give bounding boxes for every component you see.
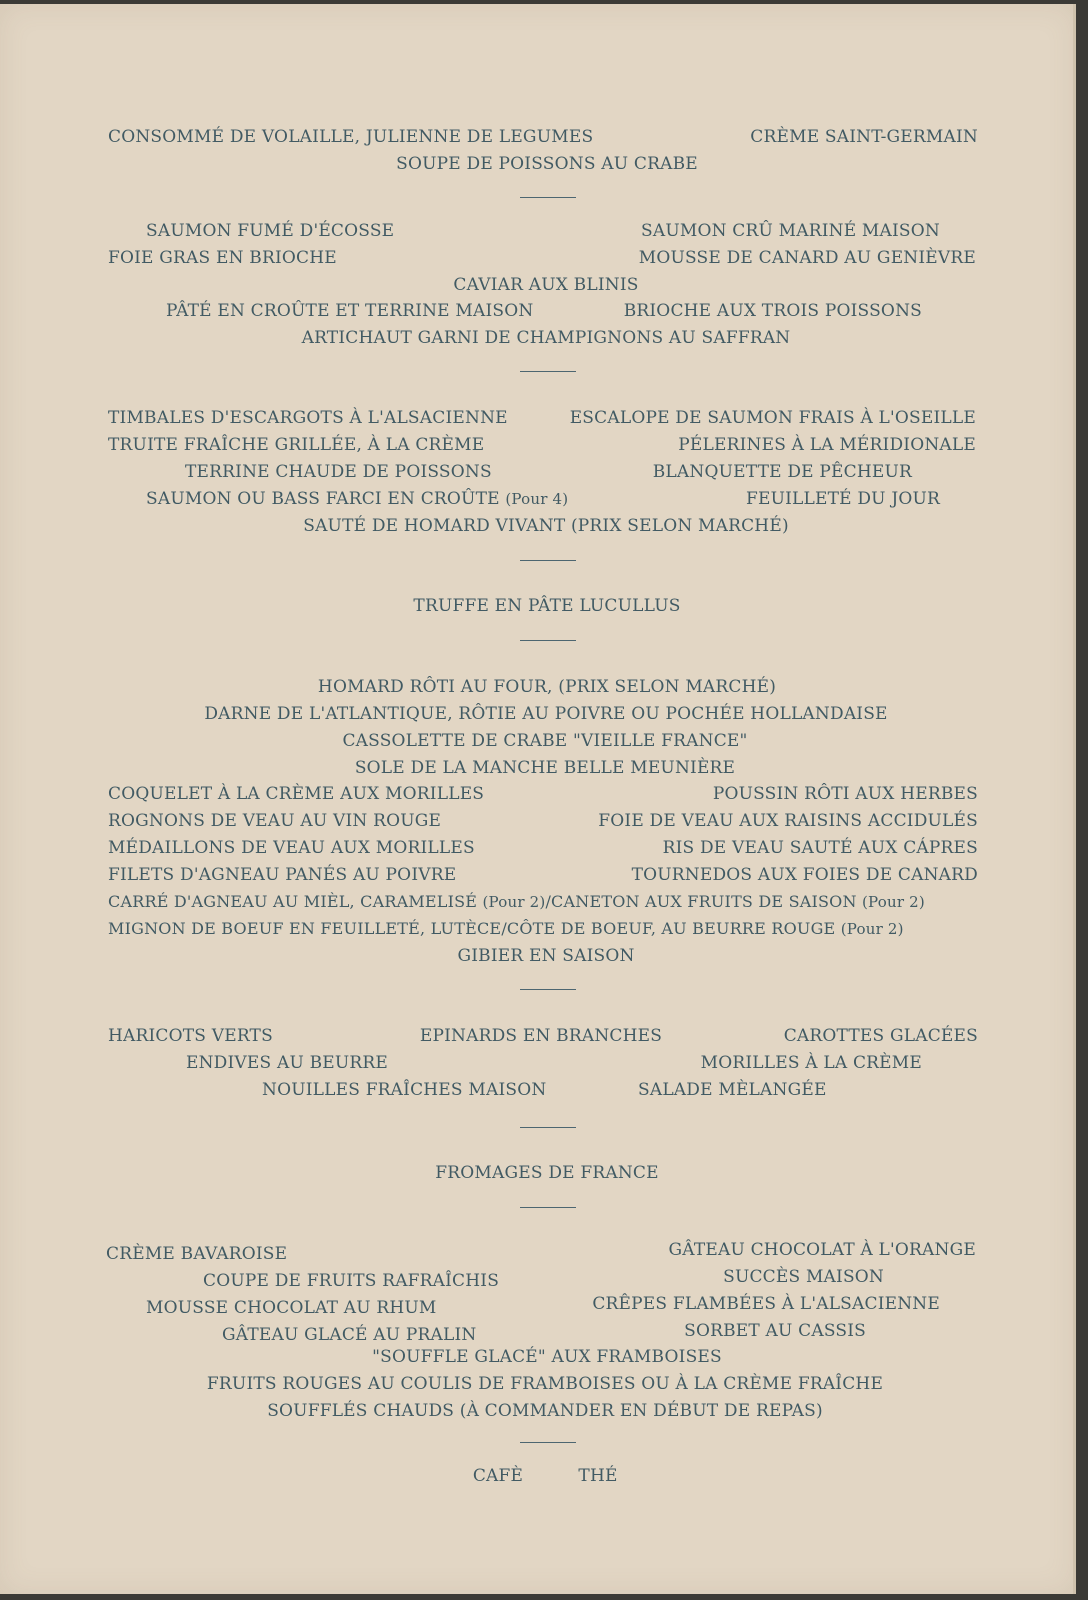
- menu-item: PÉLERINES À LA MÉRIDIONALE: [678, 435, 976, 455]
- menu-page: [0, 4, 1076, 1594]
- menu-item: RIS DE VEAU SAUTÉ AUX CÁPRES: [662, 838, 978, 858]
- menu-item: FILETS D'AGNEAU PANÉS AU POIVRE: [108, 865, 457, 885]
- menu-item: GÂTEAU CHOCOLAT À L'ORANGE: [668, 1240, 976, 1260]
- section-divider: [520, 989, 576, 990]
- menu-item: SOUPE DE POISSONS AU CRABE: [396, 154, 698, 174]
- section-divider: [520, 640, 576, 641]
- menu-item: COQUELET À LA CRÈME AUX MORILLES: [108, 784, 485, 804]
- menu-item: CAROTTES GLACÉES: [783, 1026, 978, 1046]
- menu-item: FRUITS ROUGES AU COULIS DE FRAMBOISES OU À LA CRÈME FRAÎCHE: [206, 1374, 884, 1394]
- menu-item: MORILLES À LA CRÈME: [700, 1053, 922, 1073]
- menu-item: HOMARD RÔTI AU FOUR, (PRIX SELON MARCHÉ): [317, 677, 777, 697]
- menu-item: CAFÈ: [472, 1466, 524, 1486]
- menu-item: NOUILLES FRAÎCHES MAISON: [262, 1080, 547, 1100]
- menu-item: ARTICHAUT GARNI DE CHAMPIGNONS AU SAFFRAN: [301, 328, 791, 348]
- menu-item: SUCCÈS MAISON: [723, 1267, 884, 1287]
- section-divider: [520, 560, 576, 561]
- menu-item: PÂTÉ EN CROÛTE ET TERRINE MAISON: [166, 301, 534, 321]
- menu-item: COUPE DE FRUITS RAFRAÎCHIS: [203, 1271, 500, 1291]
- menu-item: CASSOLETTE DE CRABE "VIEILLE FRANCE": [342, 731, 748, 751]
- menu-item: FOIE DE VEAU AUX RAISINS ACCIDULÉS: [598, 811, 978, 831]
- menu-item: MOUSSE DE CANARD AU GENIÈVRE: [638, 248, 976, 268]
- menu-item: ESCALOPE DE SAUMON FRAIS À L'OSEILLE: [569, 408, 976, 428]
- menu-item: CAVIAR AUX BLINIS: [453, 275, 639, 295]
- serving-note: (Pour 4): [505, 490, 569, 508]
- menu-item: [146, 489, 568, 509]
- menu-item: ROGNONS DE VEAU AU VIN ROUGE: [108, 811, 442, 831]
- menu-item: SAUMON FUMÉ D'ÉCOSSE: [146, 221, 395, 241]
- menu-item: ENDIVES AU BEURRE: [186, 1053, 389, 1073]
- menu-item: BRIOCHE AUX TROIS POISSONS: [623, 301, 922, 321]
- menu-item: SOUFFLÉS CHAUDS (À COMMANDER EN DÉBUT DE REPAS): [267, 1401, 823, 1421]
- menu-item: [108, 919, 904, 939]
- serving-note: (Pour 2): [482, 893, 546, 911]
- menu-item-label: /CANETON AUX FRUITS DE SAISON: [545, 892, 857, 911]
- menu-item: SALADE MÈLANGÉE: [638, 1080, 827, 1100]
- menu-item-label: MIGNON DE BOEUF EN FEUILLETÉ, LUTÈCE/CÔTE DE BOEUF, AU BEURRE ROUGE: [108, 919, 836, 938]
- menu-item: SAUTÉ DE HOMARD VIVANT (PRIX SELON MARCHÉ): [303, 516, 789, 536]
- menu-item: TRUITE FRAÎCHE GRILLÉE, À LA CRÈME: [108, 435, 485, 455]
- menu-item-label: SAUMON OU BASS FARCI EN CROÛTE: [146, 489, 500, 509]
- section-divider: [520, 371, 576, 372]
- menu-item: CRÊPES FLAMBÉES À L'ALSACIENNE: [592, 1294, 940, 1314]
- menu-item: FEUILLETÉ DU JOUR: [745, 489, 940, 509]
- menu-item: [108, 892, 925, 912]
- serving-note: (Pour 2): [840, 920, 904, 938]
- menu-item: SORBET AU CASSIS: [684, 1321, 866, 1341]
- menu-item: POUSSIN RÔTI AUX HERBES: [712, 784, 978, 804]
- section-divider: [520, 1442, 576, 1443]
- menu-item-label: CARRÉ D'AGNEAU AU MIÈL, CARAMELISÉ: [108, 892, 478, 911]
- menu-item: BLANQUETTE DE PÊCHEUR: [652, 462, 912, 482]
- menu-item: SOLE DE LA MANCHE BELLE MEUNIÈRE: [354, 758, 736, 778]
- section-divider: [520, 1127, 576, 1128]
- section-divider: [520, 197, 576, 198]
- menu-item: GIBIER EN SAISON: [457, 946, 635, 966]
- menu-item: EPINARDS EN BRANCHES: [419, 1026, 663, 1046]
- menu-item: TRUFFE EN PÂTE LUCULLUS: [413, 596, 681, 616]
- menu-item: CONSOMMÉ DE VOLAILLE, JULIENNE DE LEGUMES: [108, 127, 594, 147]
- menu-item: TERRINE CHAUDE DE POISSONS: [185, 462, 492, 482]
- menu-item: GÂTEAU GLACÉ AU PRALIN: [222, 1325, 477, 1345]
- menu-item: TIMBALES D'ESCARGOTS À L'ALSACIENNE: [108, 408, 508, 428]
- menu-item: CRÈME SAINT-GERMAIN: [750, 127, 978, 147]
- menu-item: CRÈME BAVAROISE: [106, 1244, 288, 1264]
- menu-item: SAUMON CRÛ MARINÉ MAISON: [641, 221, 940, 241]
- menu-item: FOIE GRAS EN BRIOCHE: [108, 248, 337, 268]
- section-divider: [520, 1207, 576, 1208]
- menu-item: HARICOTS VERTS: [108, 1026, 273, 1046]
- menu-item: "SOUFFLE GLACÉ" AUX FRAMBOISES: [372, 1347, 722, 1367]
- menu-item: MÉDAILLONS DE VEAU AUX MORILLES: [108, 838, 475, 858]
- menu-item: FROMAGES DE FRANCE: [435, 1163, 659, 1183]
- menu-item: MOUSSE CHOCOLAT AU RHUM: [146, 1298, 437, 1318]
- menu-item: TOURNEDOS AUX FOIES DE CANARD: [631, 865, 978, 885]
- menu-item: DARNE DE L'ATLANTIQUE, RÔTIE AU POIVRE OU POCHÉE HOLLANDAISE: [204, 704, 888, 724]
- serving-note: (Pour 2): [862, 893, 925, 911]
- menu-item: THÉ: [578, 1466, 618, 1486]
